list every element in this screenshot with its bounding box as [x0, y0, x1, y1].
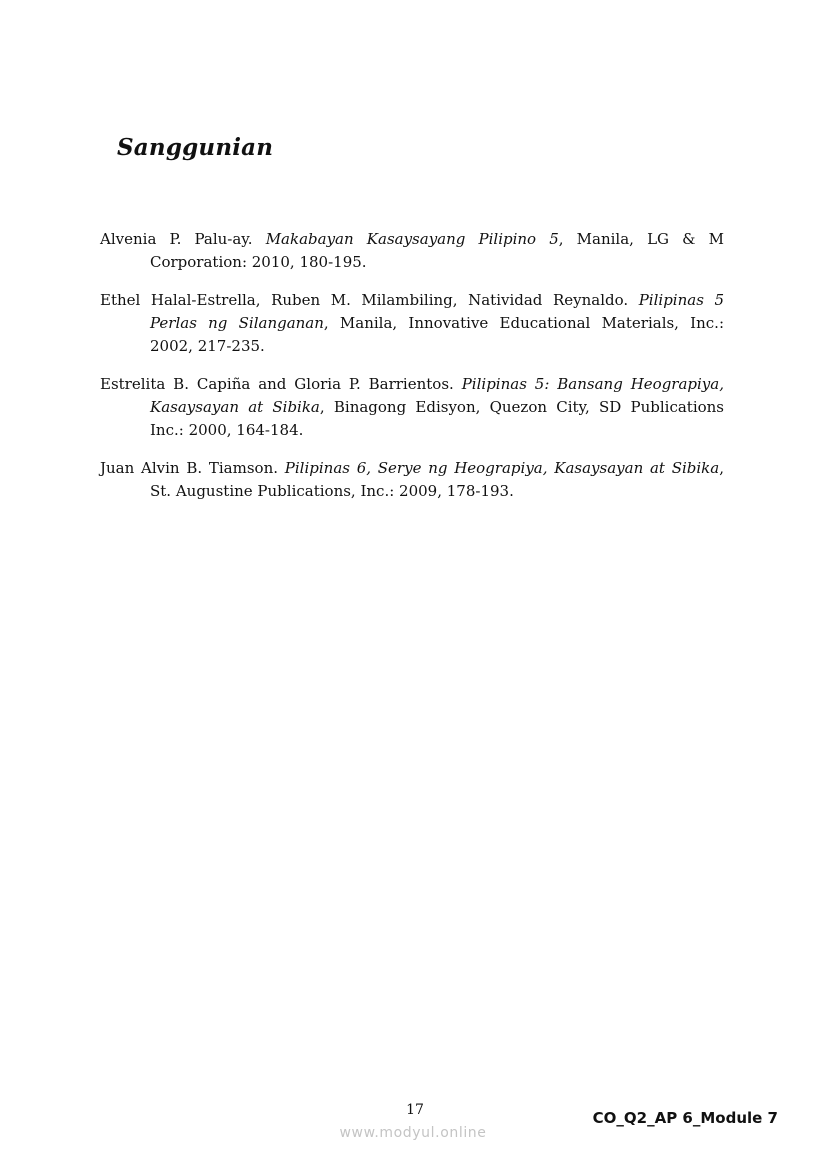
module-code: CO_Q2_AP 6_Module 7 [592, 1109, 778, 1127]
reference-authors: Alvenia P. Palu-ay. [100, 230, 253, 248]
watermark: www.modyul.online [339, 1125, 487, 1141]
reference-details: , St. Augustine Publications, Inc.: 2009, 178-193. [150, 459, 724, 500]
reference-work-title: Pilipinas 5: Bansang Heograpiya, Kasaysayan at Sibika [150, 375, 724, 416]
reference-item [100, 457, 724, 503]
reference-details: , Binagong Edisyon, Quezon City, SD Publications Inc.: 2000, 164-184. [150, 398, 725, 439]
reference-work-title: Makabayan Kasaysayang Pilipino 5 [265, 230, 559, 248]
page-number: 17 [406, 1102, 424, 1118]
reference-details: , Manila, LG & M Corporation: 2010, 180-195. [150, 230, 724, 271]
reference-authors: Estrelita B. Capiña and Gloria P. Barrientos. [100, 375, 454, 393]
reference-item [100, 289, 724, 358]
reference-item [100, 228, 724, 274]
page-title: Sanggunian [117, 134, 274, 161]
reference-details: , Manila, Innovative Educational Materials, Inc.: 2002, 217-235. [150, 314, 724, 355]
reference-authors: Ethel Halal-Estrella, Ruben M. Milambiling, Natividad Reynaldo. [100, 291, 629, 309]
reference-work-title: Pilipinas 6, Serye ng Heograpiya, Kasaysayan at Sibika [284, 459, 720, 477]
reference-authors: Juan Alvin B. Tiamson. [100, 459, 279, 477]
reference-list [100, 228, 724, 518]
reference-work-title: Pilipinas 5 Perlas ng Silanganan [150, 291, 724, 332]
reference-item [100, 373, 724, 442]
